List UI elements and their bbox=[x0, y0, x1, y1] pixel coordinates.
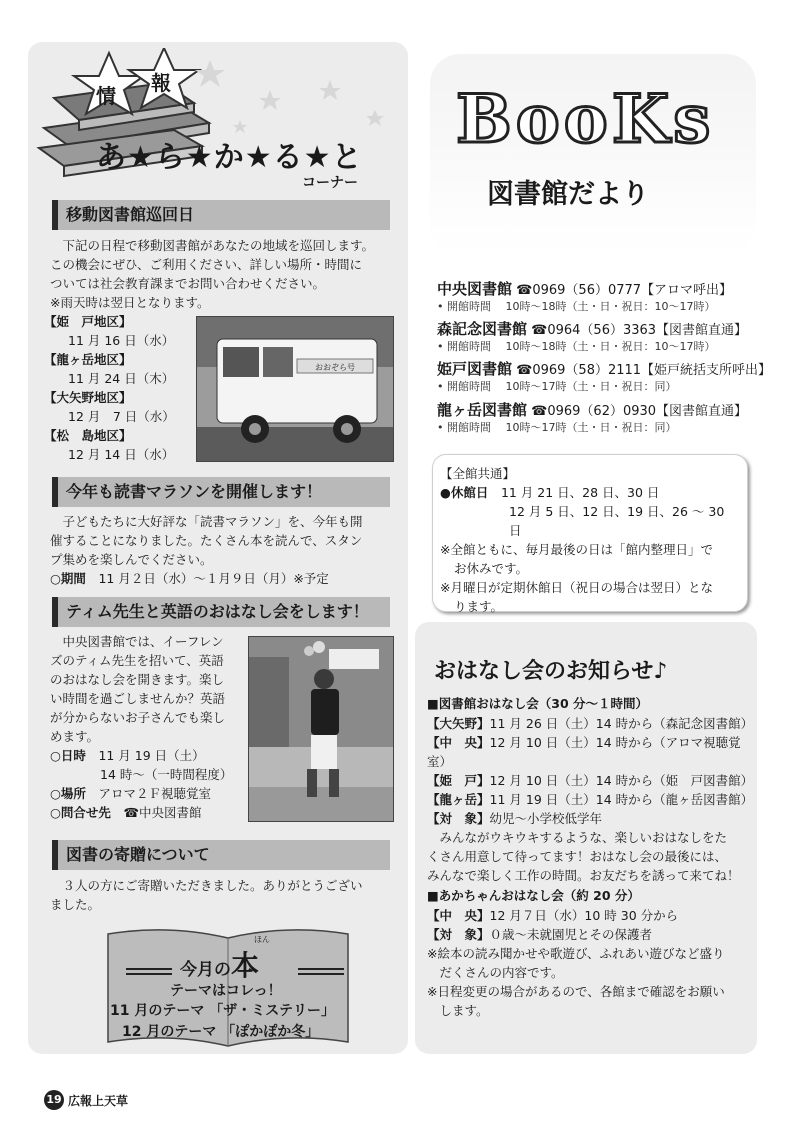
badge-ho: 報 bbox=[151, 71, 171, 95]
banner-rule-right bbox=[298, 968, 344, 975]
library-mori: 森記念図書館 ☎0964（56）3363【図書館直通】 bbox=[437, 320, 748, 338]
sky-stars-decoration bbox=[180, 50, 400, 140]
library-mori-hours: • 開館時間 10時～18時（土・日・祝日：10～17時） bbox=[437, 340, 716, 353]
library-himedo-hours: • 開館時間 10時～17時（土・日・祝日：同） bbox=[437, 380, 677, 393]
corner-title: あ★ら★か★る★と bbox=[96, 140, 363, 175]
monthly-book-nov: 11 月のテーマ 「ザ・ミステリー」 bbox=[110, 1003, 335, 1019]
mobile-library-heading: 移動図書館巡回日 bbox=[52, 200, 390, 230]
donation-body: ３人の方にご寄贈いただきました。ありがとうござい ました。 bbox=[50, 878, 363, 912]
banner-rule-left bbox=[126, 968, 172, 975]
common-closed-text: 【全館共通】 ●休館日 11 月 21 日、28 日、30 日 12 月 5 日、12 日、19 日、26 ～ 30 日 ※全館ともに、毎月最後の日は「館内整理日」で お休みです。 ※月曜日が定期休館日（祝日の場合は翌日）とな ります。 bbox=[440, 466, 725, 614]
publication-name: 広報上天草 bbox=[68, 1094, 129, 1108]
monthly-book-ruby: ほん bbox=[254, 935, 270, 944]
books-subtitle: 図書館だより bbox=[487, 179, 649, 210]
mobile-library-schedule: 【姫 戸地区】 11 月 16 日（水） 【龍ヶ岳地区】 11 月 24 日（木） 【大矢野地区】 12 月 7 日（水） 【松 島地区】 12 月 14 日（水） bbox=[44, 314, 175, 462]
library-central: 中央図書館 ☎0969（56）0777【アロマ呼出】 bbox=[437, 280, 733, 298]
donation-heading: 図書の寄贈について bbox=[52, 840, 390, 870]
story-heading: おはなし会のお知らせ♪ bbox=[434, 659, 668, 684]
marathon-heading: 今年も読書マラソンを開催します！ bbox=[52, 477, 390, 507]
library-ryugatake-hours: • 開館時間 10時～17時（土・日・祝日：同） bbox=[437, 421, 677, 434]
library-central-hours: • 開館時間 10時～18時（土・日・祝日：10～17時） bbox=[437, 300, 716, 313]
story-schedule: 【大矢野】11 月 26 日（土）14 時から（森記念図書館） 【中 央】12 月 10 日（土）14 時から（アロマ視聴覚室） 【姫 戸】12 月 10 日（土）14 時から（姫 戸図書館） 【龍ヶ岳】11 月 19 日（土）14 時から（龍ヶ岳図書館） 【対 象】幼児～小学校低学年 みんながウキウキするような、楽しいおはなしをた くさん用意して待ってます！おはなし会の最後には、 みんなで楽しく工作の時間。お友だちを誘って来てね！ bbox=[427, 716, 754, 883]
mobile-library-truck-photo bbox=[196, 316, 394, 462]
english-heading: ティム先生と英語のおはなし会をします！ bbox=[52, 597, 390, 627]
story-lib-title: ■図書館おはなし会（30 分～１時間） bbox=[427, 696, 649, 711]
english-teacher-photo bbox=[248, 636, 394, 822]
page-number-badge: 19 bbox=[44, 1090, 64, 1110]
english-body: 中央図書館では、イーフレン ズのティム先生を招いて、英語 のおはなし会を開きます。楽し い時間を過ごしませんか？英語 が分からないお子さんでも楽し めます。 bbox=[50, 634, 226, 744]
english-details: ○日時 11 月 19 日（土） 14 時～（一時間程度） ○場所 アロマ２Ｆ視聴覚室 ○問合せ先 ☎中央図書館 bbox=[50, 748, 233, 820]
badge-jo: 情 bbox=[96, 84, 116, 108]
corner-subtitle: コーナー bbox=[302, 175, 358, 191]
marathon-body: 子どもたちに大好評な「読書マラソン」を、今年も開 催することになりました。たくさん本を読んで、スタン プ集めを楽しんでください。 ○期間 11 月２日（水）～１月９日（月）※予定 bbox=[50, 514, 363, 586]
library-ryugatake: 龍ヶ岳図書館 ☎0969（62）0930【図書館直通】 bbox=[437, 401, 748, 419]
library-himedo: 姫戸図書館 ☎0969（58）2111【姫戸統括支所呼出】 bbox=[437, 360, 772, 378]
story-baby-title: ■あかちゃんおはなし会（約 20 分） bbox=[427, 888, 640, 903]
svg-text:おおぞら号: おおぞら号 bbox=[315, 363, 355, 372]
story-baby-details: 【中 央】12 月７日（水）10 時 30 分から 【対 象】０歳～未就園児とその保護者 ※絵本の読み聞かせや歌遊び、ふれあい遊びなど盛り だくさんの内容です。 ※日程変更の場合があるので、各館まで確認をお願い します。 bbox=[427, 908, 725, 1018]
books-title: BooKs bbox=[456, 80, 715, 158]
monthly-book-dec: 12 月のテーマ 「ぽかぽか冬」 bbox=[122, 1024, 320, 1040]
monthly-book-sub: テーマはコレっ！ bbox=[170, 983, 282, 999]
mobile-library-intro: 下記の日程で移動図書館があなたの地域を巡回します。 この機会にぜひ、ご利用ください、詳しい場所・時間に ついては社会教育課までお問い合わせください。 ※雨天時は翌日となります。 bbox=[50, 238, 375, 310]
monthly-book-title: 今月の本 bbox=[180, 949, 260, 982]
